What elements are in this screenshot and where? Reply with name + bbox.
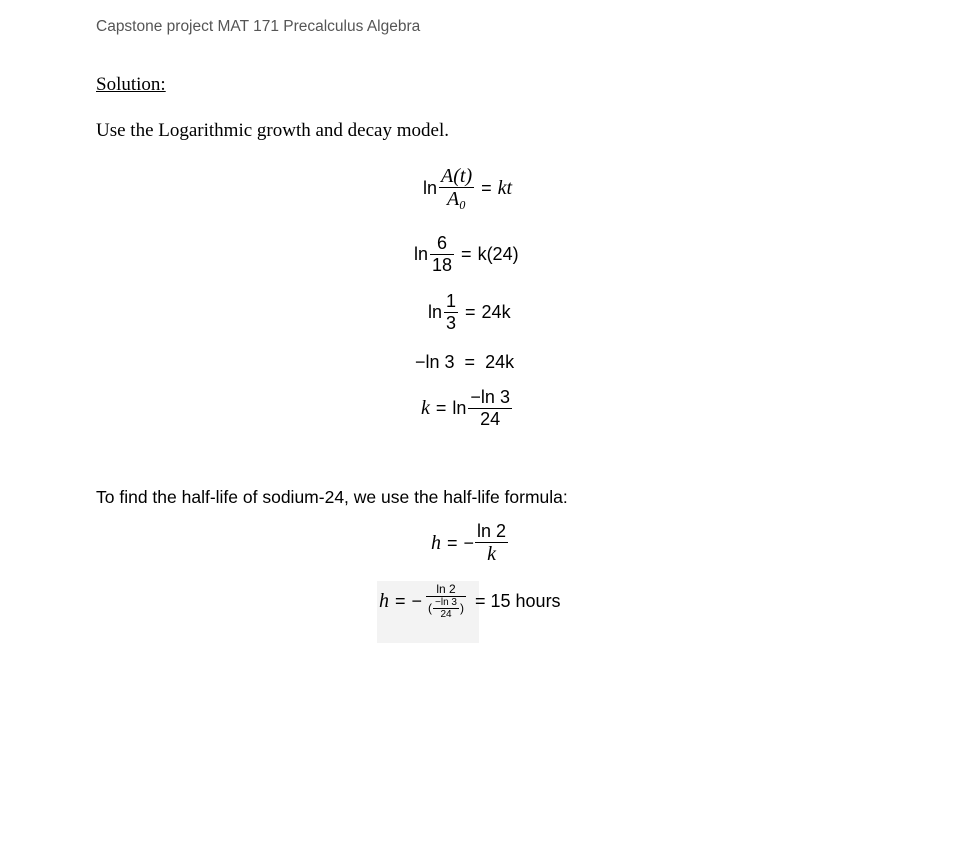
equals-sign: = <box>464 352 476 372</box>
halflife-formula <box>431 522 509 566</box>
inner-fraction-denominator: 24 <box>440 609 452 621</box>
document-header: Capstone project MAT 171 Precalculus Algebra <box>96 18 421 35</box>
equals-sign: = <box>447 533 458 554</box>
fraction <box>430 234 454 275</box>
fraction-denominator: 24 <box>480 408 501 429</box>
fraction <box>439 165 474 211</box>
fraction-numerator: ln 2 <box>436 582 456 596</box>
fraction <box>475 522 508 566</box>
equals-sign: = <box>395 591 406 612</box>
rhs-expression: 24k <box>485 352 515 372</box>
ln-text: ln <box>428 302 443 323</box>
solution-heading: Solution: <box>96 74 166 95</box>
equation-1 <box>423 165 512 211</box>
ln-text: ln <box>423 177 438 198</box>
equation-2 <box>414 234 519 275</box>
equals-sign: = <box>461 244 472 265</box>
paren-open: ( <box>428 601 433 616</box>
rhs-expression: k(24) <box>477 244 519 265</box>
halflife-intro-text: To find the half-life of sodium-24, we use the half-life formula: <box>96 487 568 507</box>
lhs-variable: h <box>431 532 441 555</box>
fraction-numerator: A(t) <box>441 165 473 187</box>
rhs-expression: kt <box>497 176 513 199</box>
minus-sign: − <box>463 533 475 554</box>
rhs-expression: 24k <box>481 302 511 323</box>
fraction <box>444 292 458 333</box>
ln-text: ln <box>414 244 429 265</box>
lhs-expression: −ln 3 <box>415 352 455 372</box>
fraction-denominator <box>426 597 466 621</box>
equals-sign: = <box>481 177 492 198</box>
lhs-variable: h <box>379 590 389 613</box>
paren-close: ) <box>460 601 464 616</box>
equation-3 <box>428 292 511 333</box>
fraction-numerator: 6 <box>437 233 448 253</box>
equation-5 <box>421 388 513 429</box>
fraction <box>426 583 466 621</box>
equals-sign: = <box>465 302 476 323</box>
fraction-numerator: −ln 3 <box>470 387 510 407</box>
fraction-denominator: 3 <box>446 312 457 333</box>
equation-4 <box>415 352 514 373</box>
fraction <box>468 388 512 429</box>
fraction-denominator: A₀ <box>446 188 467 210</box>
fraction-numerator: ln 2 <box>477 521 507 541</box>
result-text: = 15 hours <box>475 591 561 612</box>
fraction-numerator: 1 <box>446 291 457 311</box>
intro-text: Use the Logarithmic growth and decay model. <box>96 120 449 141</box>
minus-sign: − <box>411 591 423 612</box>
equals-sign: = <box>435 398 447 419</box>
inner-fraction-numerator: −ln 3 <box>435 597 457 609</box>
lhs-variable: k <box>421 397 430 420</box>
fraction-denominator: k <box>487 542 496 565</box>
ln-text: ln <box>452 398 467 419</box>
fraction-denominator: 18 <box>432 254 453 275</box>
halflife-result <box>379 583 561 621</box>
inner-fraction <box>433 597 459 621</box>
